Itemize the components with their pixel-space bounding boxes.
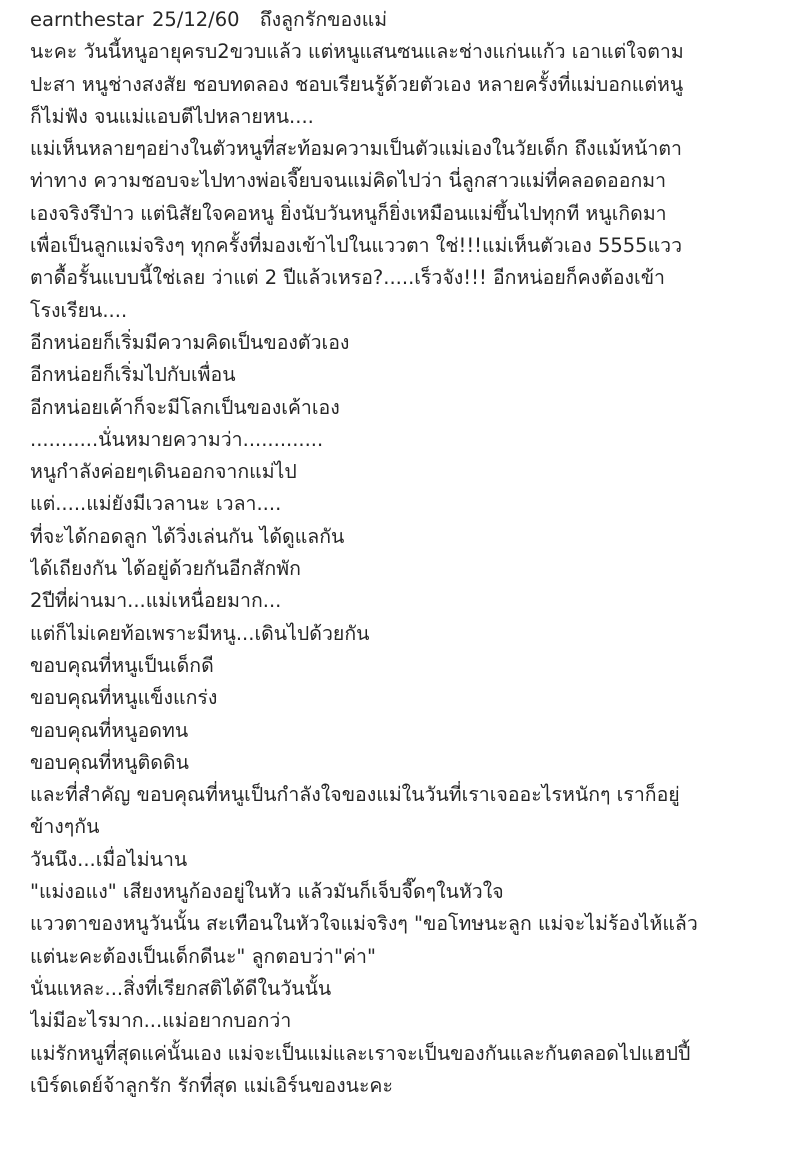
- caption-line: อีกหน่อยเค้าก็จะมีโลกเป็นของเค้าเอง: [30, 395, 340, 419]
- caption-line: ขอบคุณที่หนูอดทน: [30, 718, 189, 742]
- caption-line: เบิร์ดเดย์จ้าลูกรัก รักที่สุด แม่เอิร์นของนะคะ: [30, 1073, 393, 1097]
- caption-line: ที่จะได้กอดลูก ได้วิ่งเล่นกัน ได้ดูแลกัน: [30, 524, 345, 548]
- caption-line: ได้เถียงกัน ได้อยู่ด้วยกันอีกสักพัก: [30, 557, 301, 581]
- caption-line: แต่ก็ไม่เคยท้อเพราะมีหนู...เดินไปด้วยกัน: [30, 621, 370, 645]
- caption-line: ปะสา หนูช่างสงสัย ชอบทดลอง ชอบเรียนรู้ด้วยตัวเอง หลายครั้งที่แม่บอกแต่หนู: [30, 72, 684, 96]
- caption-body: [30, 36, 774, 1102]
- post-title: ถึงลูกรักของแม่: [259, 8, 388, 31]
- caption-line: นั่นแหละ...สิ่งที่เรียกสติได้ดีในวันนั้น: [30, 976, 332, 1000]
- caption-line: อีกหน่อยก็เริ่มมีความคิดเป็นของตัวเอง: [30, 330, 350, 354]
- caption-line: ไม่มีอะไรมาก...แม่อยากบอกว่า: [30, 1009, 292, 1033]
- caption-line: ท่าทาง ความชอบจะไปทางพ่อเจี๊ยบจนแม่คิดไปว่า นี่ลูกสาวแม่ที่คลอดออกมา: [30, 169, 667, 193]
- caption-line: แววตาของหนูวันนั้น สะเทือนในหัวใจแม่จริงๆ "ขอโทษนะลูก แม่จะไม่ร้องไห้แล้ว: [30, 912, 698, 936]
- caption-line: ...........นั่นหมายความว่า.............: [30, 427, 324, 451]
- post-header: [30, 4, 774, 36]
- caption-line: หนูกำลังค่อยๆเดินออกจากแม่ไป: [30, 460, 297, 484]
- caption-line: และที่สำคัญ ขอบคุณที่หนูเป็นกำลังใจของแม่ในวันที่เราเจออะไรหนักๆ เราก็อยู่: [30, 783, 680, 807]
- caption-line: ก็ไม่ฟัง จนแม่แอบตีไปหลายหน....: [30, 104, 314, 128]
- caption-line: วันนึง...เมื่อไม่นาน: [30, 847, 188, 871]
- caption-line: นะคะ วันนี้หนูอายุครบ2ขวบแล้ว แต่หนูแสนซนและช่างแก่นแก้ว เอาแต่ใจตาม: [30, 40, 684, 64]
- caption-line: อีกหน่อยก็เริ่มไปกับเพื่อน: [30, 363, 236, 387]
- caption-line: เพื่อเป็นลูกแม่จริงๆ ทุกครั้งที่มองเข้าไปในแววตา ใช่!!!แม่เห็นตัวเอง 5555แวว: [30, 234, 683, 258]
- caption-line: เองจริงรึป่าว แต่นิสัยใจคอหนู ยิ่งนับวันหนูก็ยิ่งเหมือนแม่ขึ้นไปทุกที หนูเกิดมา: [30, 201, 667, 225]
- caption-line: แต่นะคะต้องเป็นเด็กดีนะ" ลูกตอบว่า"ค่า": [30, 944, 376, 968]
- post-date: 25/12/60: [151, 8, 240, 31]
- caption-line: "แม่งอแง" เสียงหนูก้องอยู่ในหัว แล้วมันก็เจ็บจี๊ดๆในหัวใจ: [30, 880, 504, 904]
- caption-line: ข้างๆกัน: [30, 815, 100, 839]
- caption-line: ตาดื้อรั้นแบบนี้ใช่เลย ว่าแต่ 2 ปีแล้วเหรอ?.....เร็วจัง!!! อีกหน่อยก็คงต้องเข้า: [30, 266, 666, 290]
- caption-line: แม่เห็นหลายๆอย่างในตัวหนูที่สะท้อมความเป็นตัวแม่เองในวัยเด็ก ถึงแม้หน้าตา: [30, 137, 682, 161]
- caption-line: ขอบคุณที่หนูติดดิน: [30, 750, 189, 774]
- caption-line: ขอบคุณที่หนูเป็นเด็กดี: [30, 653, 214, 677]
- caption-line: แต่.....แม่ยังมีเวลานะ เวลา....: [30, 492, 282, 516]
- caption-line: 2ปีที่ผ่านมา...แม่เหนื่อยมาก...: [30, 589, 282, 613]
- caption-line: แม่รักหนูที่สุดแค่นั้นเอง แม่จะเป็นแม่และเราจะเป็นของกันและกันตลอดไปแฮปปี้: [30, 1041, 691, 1065]
- username-link[interactable]: earnthestar: [30, 8, 144, 31]
- caption-line: โรงเรียน....: [30, 298, 128, 322]
- caption-line: ขอบคุณที่หนูแข็งแกร่ง: [30, 686, 218, 710]
